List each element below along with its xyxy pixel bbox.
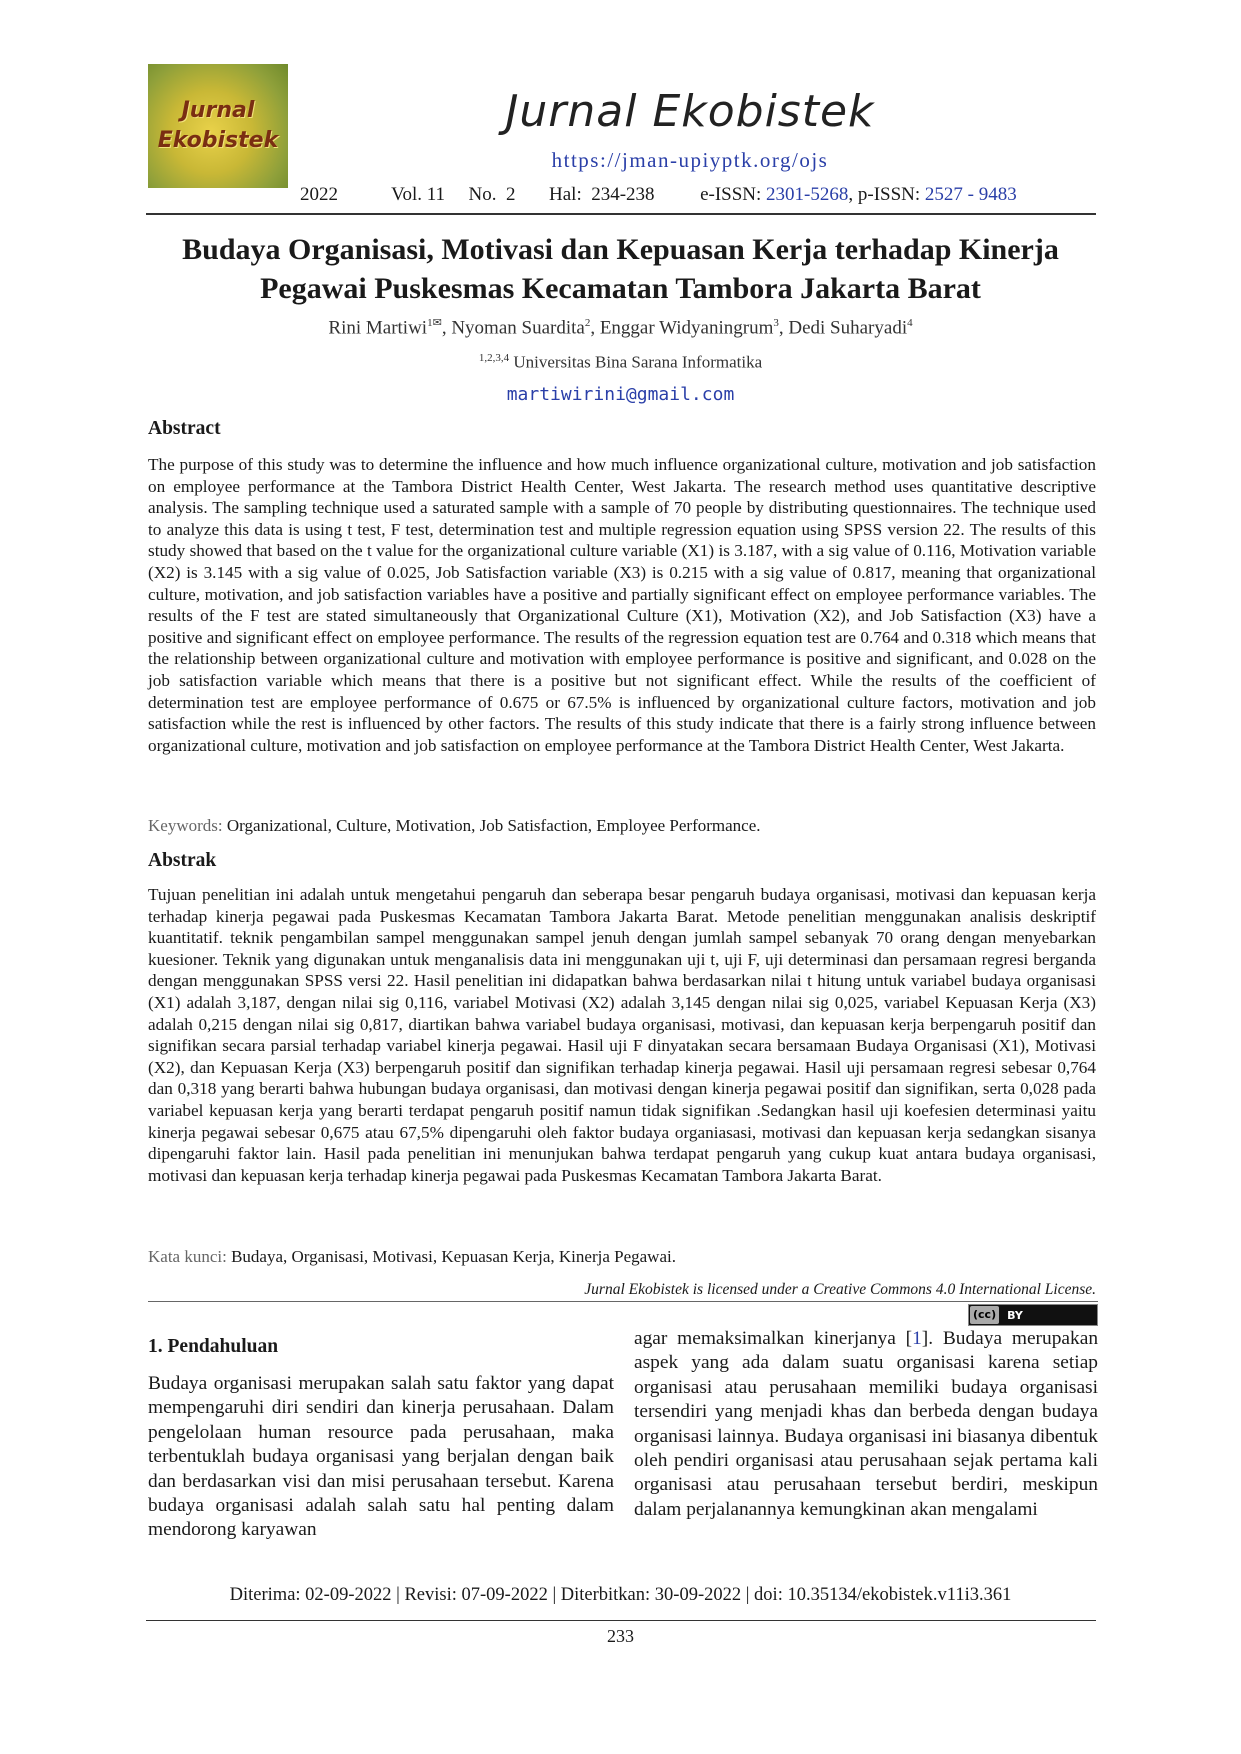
issue-number: No. 2 [468,184,516,205]
license-statement: Jurnal Ekobistek is licensed under a Creative Commons 4.0 International License. [584,1281,1096,1298]
intro-left-column: Budaya organisasi merupakan salah satu faktor yang dapat mempengaruhi diri sendiri dan kinerja perusahaan. Dalam pengelolaan human resource pada perusahaan, maka terbentuklah budaya organisasi yang berjalan dengan baik dan berdasarkan visi dan misi perusahaan tersebut. Karena budaya organisasi adalah salah satu hal penting dalam mendorong karyawan [148,1373,614,1541]
cc-icon: (cc) [970,1306,999,1324]
keywords-label: Keywords: [148,816,223,835]
abstrak-text: Tujuan penelitian ini adalah untuk mengetahui pengaruh dan seberapa besar pengaruh budaya organisasi, motivasi dan kepuasan kerja terhadap kinerja pegawai pada Puskesmas Kecamatan Tambora Jakarta Barat. Metode penelitian menggunakan analisis deskriptif kuantitatif. teknik pengambilan sampel menggunakan sampel jenuh dengan jumlah sampel sebanyak 70 orang dengan menyebarkan kuesioner. Teknik yang digunakan untuk menganalisis data ini menggunakan uji t, uji F, uji determinasi dan persamaan regresi berganda dengan menggunakan SPSS versi 22. Hasil penelitian ini didapatkan bahwa berdasarkan nilai t hitung untuk variabel budaya organisasi (X1) adalah 3,187, dengan nilai sig 0,116, variabel Motivasi (X2) adalah 3,145 dengan nilai sig 0,025, variabel Kepuasan Kerja (X3) adalah 0,215 dengan nilai sig 0,817, diartikan bahwa variabel budaya organisasi, motivasi, dan kepuasan kerja berpengaruh positif dan signifikan secara parsial terhadap variabel kinerja pegawai. Hasil uji F dinyatakan secara bersamaan Budaya Organisasi (X1), Motivasi (X2), dan Kepuasan Kerja (X3) berpengaruh positif dan signifikan terhadap kinerja pegawai. Hasil uji persamaan regresi sebesar 0,764 dan 0,318 yang berarti bahwa hubungan budaya organisasi, dan motivasi dengan kinerja pegawai positif dan signifikan, serta 0,028 pada variabel kepuasan kerja yang berarti terdapat pengaruh positif namun tidak signifikan .Sedangkan hasil uji koefesien determinasi yaitu kinerja pegawai sebesar 0,675 atau 67,5% dipengaruhi oleh faktor budaya organiasasi, motivasi dan kepuasan kerja sedangkan sisanya dipengaruhi faktor lain. Hasil pada penelitian ini menunjukan bahwa terdapat pengaruh yang cukup kuat antara budaya organisasi, motivasi dan kepuasan kerja terhadap kinerja pegawai pada Puskesmas Kecamatan Tambora Jakarta Barat. [148,885,1096,1185]
author-list: Rini Martiwi$^{1✉}$, Nyoman Suardita$^2$, Enggar Widyaningrum$^3$, Dedi Suharyadi$^4$ [328,317,913,339]
page-number: 233 [607,1626,634,1646]
author-name: Rini Martiwi [328,317,428,339]
issue-year: 2022 [300,184,338,205]
license-divider [148,1301,1098,1302]
footer-dates-doi: Diterima: 02-09-2022 | Revisi: 07-09-2022 | Diterbitkan: 30-09-2022 | doi: 10.35134/ekobistek.v11i3.361 [229,1585,1012,1605]
author-name: Enggar Widyaningrum [599,317,774,339]
pissn-link[interactable]: 2527 - 9483 [924,184,1017,205]
affiliation-sup: 1,2,3,4 [478,352,510,364]
kata-kunci-line [148,1247,1096,1267]
journal-logo [148,64,288,188]
author-name: Dedi Suharyadi [788,317,908,339]
corresponding-email[interactable]: martiwirini@gmail.com [506,384,735,405]
journal-url-link[interactable]: https://jman-upiyptk.org/ojs [551,148,829,172]
abstract-heading: Abstract [148,418,221,439]
author-name: Nyoman Suardita [451,317,585,339]
affiliation [140,352,1101,373]
pissn-label: , p-ISSN: [848,184,925,205]
keywords-line [148,816,1096,836]
eissn-label: e-ISSN: [700,184,767,205]
abstrak-heading: Abstrak [148,850,217,871]
affiliation-name: Universitas Bina Sarana Informatika [513,352,763,372]
author-sup: 2 [584,317,591,329]
logo-line-2: Ekobistek [157,128,279,153]
author-sup: 3 [773,317,779,329]
kata-kunci-value: Budaya, Organisasi, Motivasi, Kepuasan Kerja, Kinerja Pegawai. [231,1247,676,1266]
logo-line-1: Jurnal [181,98,255,123]
section-heading-introduction: 1. Pendahuluan [148,1336,279,1357]
intro-right-text-a: agar memaksimalkan kinerjanya [ [634,1328,913,1349]
journal-title: Jurnal Ekobistek [505,86,875,137]
keywords-value: Organizational, Culture, Motivation, Job Satisfaction, Employee Performance. [226,816,761,835]
intro-right-column [634,1327,1098,1522]
eissn-link[interactable]: 2301-5268 [766,184,849,205]
paper-title: Budaya Organisasi, Motivasi dan Kepuasan Kerja terhadap Kinerja Pegawai Puskesmas Kecamatan Tambora Jakarta Barat [182,233,1059,305]
intro-right-text-b: ]. Budaya merupakan aspek yang ada dalam suatu organisasi karena setiap organisasi atau perusahaan memiliki budaya organisasi tersendiri yang menjadi khas dan berbeda dengan budaya organisasi lainnya. Budaya organisasi ini biasanya dibentuk oleh pendiri organisasi atau perusahaan sejak pertama kali organisasi atau perusahaan tersebut berdiri, meskipun dalam perjalanannya kemungkinan akan mengalami [634,1328,1099,1520]
citation-link[interactable]: 1 [912,1328,922,1349]
issue-info [300,184,1100,206]
issue-volume: Vol. 11 [391,184,446,205]
footer-divider [146,1620,1096,1621]
author-sup: 1✉ [427,317,442,329]
by-icon: BY [1007,1308,1023,1322]
header-divider [146,213,1096,215]
issue-pages: Hal: 234-238 [549,184,655,205]
author-sup: 4 [907,317,913,329]
kata-kunci-label: Kata kunci: [148,1247,227,1266]
cc-by-badge[interactable] [968,1304,1098,1326]
abstract-text: The purpose of this study was to determine the influence and how much influence organizational culture, motivation and job satisfaction on employee performance at the Tambora District Health Center, West Jakarta. The research method uses quantitative descriptive analysis. The sampling technique used a saturated sample with a sample of 70 people by distributing questionnaires. The technique used to analyze this data is using t test, F test, determination test and multiple regression equation using SPSS version 22. The results of this study showed that based on the t value for the organizational culture variable (X1) is 3.187, with a sig value of 0.116, Motivation variable (X2) is 3.145 with a sig value of 0.025, Job Satisfaction variable (X3) is 0.215 with a sig value of 0.817, meaning that organizational culture, motivation, and job satisfaction variables have a positive and partially significant effect on employee performance variables. The results of the F test are stated simultaneously that Organizational Culture (X1), Motivation (X2), and Job Satisfaction (X3) have a positive and significant effect on employee performance. The results of the regression equation test are 0.764 and 0.318 which means that the relationship between organizational culture and motivation with employee performance is positive and significant, and 0.028 on the job satisfaction variable which means that there is a positive but not significant effect. While the results of the coefficient of determination test are employee performance of 0.675 or 67.5% is influenced by organizational culture factors, motivation and job satisfaction while the rest is influenced by other factors. The results of this study indicate that there is a fairly strong influence between organizational culture, motivation and job satisfaction on employee performance at the Tambora District Health Center, West Jakarta. [148,455,1096,755]
